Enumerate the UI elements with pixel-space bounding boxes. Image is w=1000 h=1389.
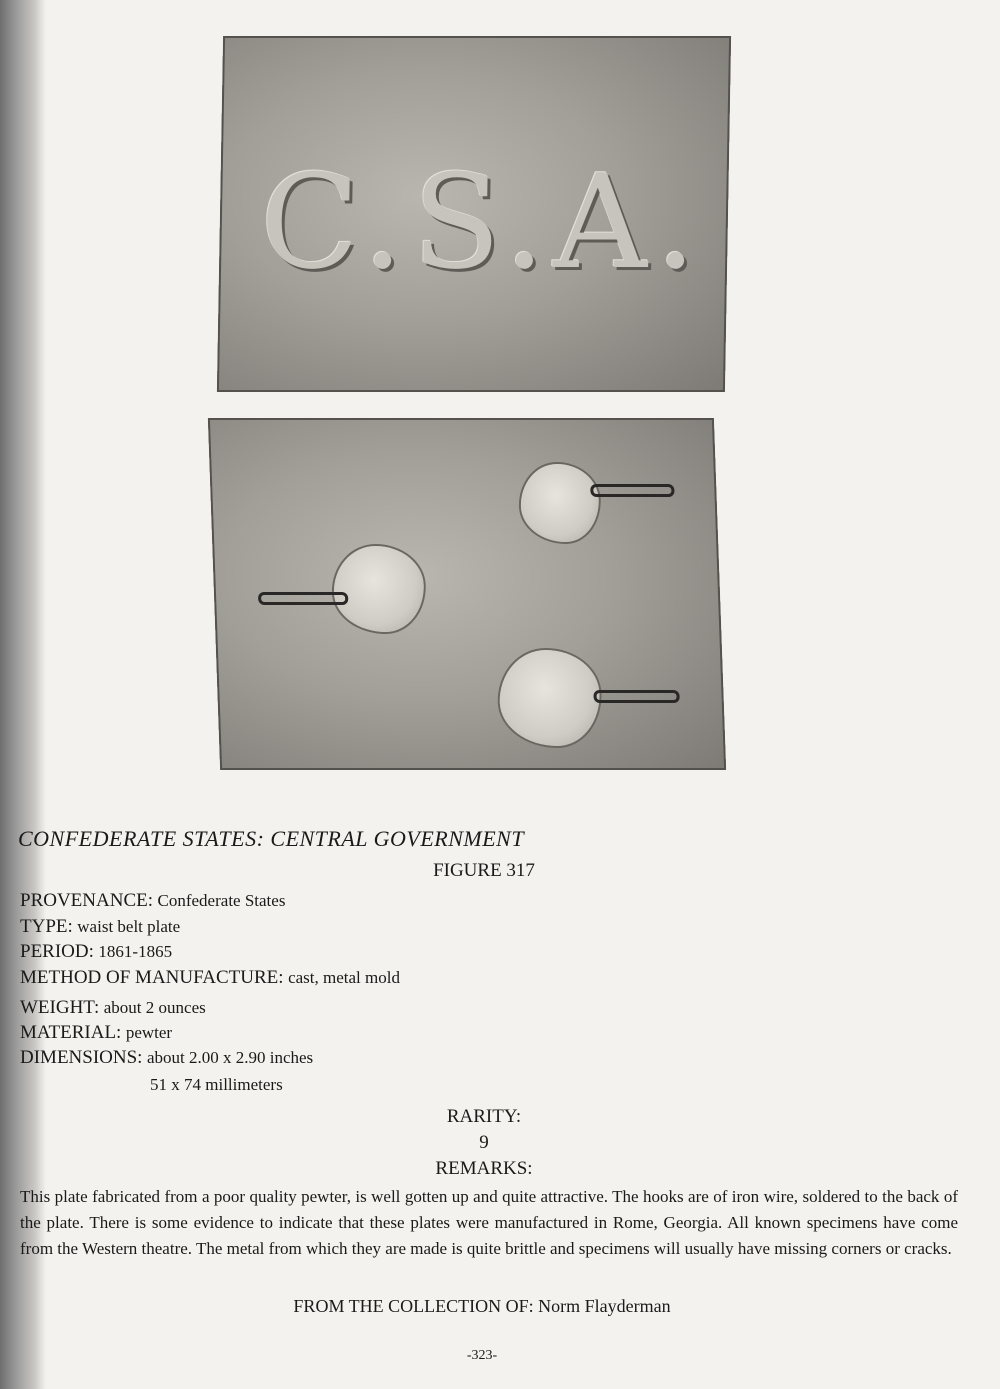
belt-plate-front-photo [217,36,731,392]
page-number: -323- [466,1348,498,1363]
rarity-value: 9 [479,1132,489,1153]
spec-key: TYPE: [20,916,73,937]
wire-hook-lower-right [593,690,679,703]
belt-plate-back-photo [208,418,726,770]
spec-value: 1861-1865 [98,942,173,961]
spec-key: PROVENANCE: [20,890,154,911]
spec-material [20,1022,172,1044]
wire-hook-upper-right [590,484,674,497]
wire-hook-left [258,592,348,605]
figure-number: FIGURE 317 [433,860,535,881]
spec-key: METHOD OF MANUFACTURE: [20,967,284,988]
spec-key: PERIOD: [20,941,94,962]
collection-credit: FROM THE COLLECTION OF: Norm Flayderman [293,1296,671,1316]
spec-value: cast, metal mold [288,968,400,987]
spec-period [20,941,172,963]
spec-value: waist belt plate [77,917,181,936]
spec-key: DIMENSIONS: [20,1047,143,1068]
spec-weight [20,997,206,1019]
spec-method [20,967,400,989]
spec-dimensions-metric: 51 x 74 millimeters [150,1075,283,1094]
spec-value: pewter [125,1023,173,1042]
spec-key: WEIGHT: [20,997,100,1018]
spec-value: about 2.00 x 2.90 inches [146,1048,314,1067]
spec-value: Confederate States [157,891,286,910]
rarity-label: RARITY: [446,1106,522,1127]
spec-value: about 2 ounces [103,998,206,1017]
section-heading: CONFEDERATE STATES: CENTRAL GOVERNMENT [18,826,525,851]
book-gutter-shadow [0,0,46,1389]
solder-blob-upper-right [519,464,600,542]
spec-type [20,916,180,938]
spec-key: MATERIAL: [20,1022,122,1043]
spec-dimensions [20,1047,313,1069]
solder-blob-left [332,546,425,632]
spec-provenance [20,890,285,912]
csa-inscription: C.S.A. [258,146,707,298]
remarks-paragraph: This plate fabricated from a poor quality pewter, is well gotten up and quite attractive. The hooks are of iron wire, soldered to the back of the plate. There is some evidence to indicate that these plates were manufactured in Rome, Georgia. All known specimens have come from the Western theatre. The metal from which they are made is quite brittle and specimens will usually have missing corners or cracks. [20,1187,958,1258]
solder-blob-lower-right [498,650,601,746]
remarks-label: REMARKS: [435,1158,533,1179]
